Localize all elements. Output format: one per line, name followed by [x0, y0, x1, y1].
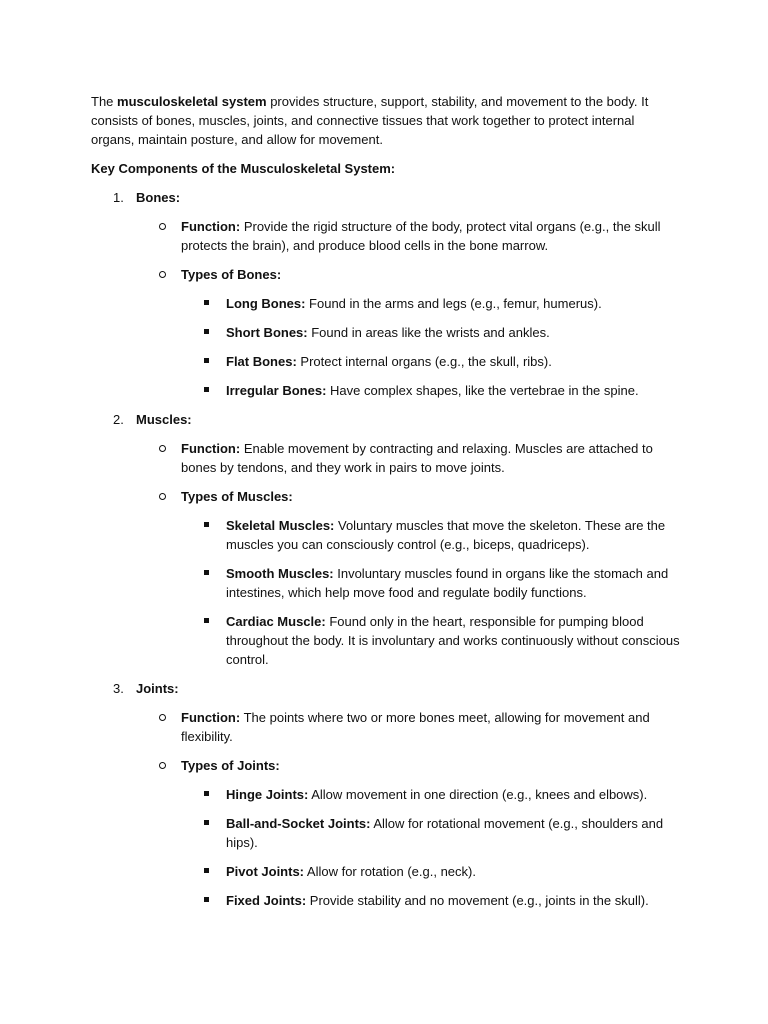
- list-item: [181, 612, 681, 669]
- square-bullet-icon: [204, 300, 209, 305]
- list-number: 3.: [113, 681, 124, 696]
- type-text: Found only in the heart, responsible for pumping blood throughout the body. It is involuntary and works continuously without conscious control.: [226, 614, 680, 667]
- joints-types-list: [181, 785, 681, 910]
- square-bullet-icon: [204, 820, 209, 825]
- type-label: Long Bones:: [226, 296, 306, 311]
- type-label: Irregular Bones:: [226, 383, 327, 398]
- type-text: Provide stability and no movement (e.g., joints in the skull).: [306, 893, 649, 908]
- type-text: Allow movement in one direction (e.g., knees and elbows).: [308, 787, 648, 802]
- type-label: Hinge Joints:: [226, 787, 309, 802]
- circle-bullet-icon: [159, 271, 166, 278]
- intro-pre: The: [91, 94, 118, 109]
- function-description: Enable movement by contracting and relaxing. Muscles are attached to bones by tendons, and they work in pairs to move joints.: [181, 441, 653, 475]
- muscles-sublist: [136, 439, 681, 669]
- section-title-bones: Bones:: [136, 190, 181, 205]
- square-bullet-icon: [204, 897, 209, 902]
- function-label: Function:: [181, 441, 241, 456]
- function-description: The points where two or more bones meet, allowing for movement and flexibility.: [181, 710, 650, 744]
- bones-types: [136, 265, 681, 400]
- list-item-joints: [91, 679, 681, 910]
- type-text: Allow for rotation (e.g., neck).: [304, 864, 476, 879]
- type-label: Ball-and-Socket Joints:: [226, 816, 371, 831]
- circle-bullet-icon: [159, 714, 166, 721]
- list-item: [181, 814, 681, 852]
- document-body: [91, 92, 681, 920]
- list-item: [181, 564, 681, 602]
- type-label: Short Bones:: [226, 325, 308, 340]
- square-bullet-icon: [204, 358, 209, 363]
- type-label: Fixed Joints:: [226, 893, 307, 908]
- type-label: Pivot Joints:: [226, 864, 305, 879]
- list-item-bones: [91, 188, 681, 400]
- type-text: Found in the arms and legs (e.g., femur, humerus).: [305, 296, 602, 311]
- bones-sublist: [136, 217, 681, 400]
- intro-paragraph: [91, 92, 681, 149]
- type-label: Smooth Muscles:: [226, 566, 334, 581]
- circle-bullet-icon: [159, 223, 166, 230]
- square-bullet-icon: [204, 522, 209, 527]
- function-label: Function:: [181, 710, 241, 725]
- section-title-muscles: Muscles:: [136, 412, 192, 427]
- intro-term: musculoskeletal system: [117, 94, 267, 109]
- type-text: Allow for rotational movement (e.g., shoulders and hips).: [226, 816, 664, 850]
- square-bullet-icon: [204, 570, 209, 575]
- list-item: [181, 381, 681, 400]
- list-number: 2.: [113, 412, 124, 427]
- list-item: [181, 294, 681, 313]
- type-text: Involuntary muscles found in organs like the stomach and intestines, which help move food and regulate bodily functions.: [226, 566, 669, 600]
- joints-function: [136, 708, 681, 746]
- function-label: Function:: [181, 219, 241, 234]
- type-text: Protect internal organs (e.g., the skull, ribs).: [296, 354, 552, 369]
- muscles-function-text: [181, 439, 681, 477]
- list-item: [181, 891, 681, 910]
- list-item: [181, 862, 681, 881]
- circle-bullet-icon: [159, 762, 166, 769]
- type-text: Have complex shapes, like the vertebrae in the spine.: [326, 383, 639, 398]
- components-list: [91, 188, 681, 910]
- bones-function: [136, 217, 681, 255]
- muscles-types: [136, 487, 681, 669]
- list-item: [181, 323, 681, 342]
- section-heading: Key Components of the Musculoskeletal System:: [91, 161, 396, 176]
- circle-bullet-icon: [159, 445, 166, 452]
- type-label: Skeletal Muscles:: [226, 518, 335, 533]
- joints-function-text: [181, 708, 681, 746]
- types-label: Types of Bones:: [181, 267, 282, 282]
- list-item-muscles: [91, 410, 681, 669]
- circle-bullet-icon: [159, 493, 166, 500]
- function-description: Provide the rigid structure of the body, protect vital organs (e.g., the skull protects the brain), and produce blood cells in the bone marrow.: [181, 219, 661, 253]
- square-bullet-icon: [204, 618, 209, 623]
- muscles-function: [136, 439, 681, 477]
- type-text: Voluntary muscles that move the skeleton. These are the muscles you can consciously control (e.g., biceps, quadriceps).: [226, 518, 666, 552]
- joints-sublist: [136, 708, 681, 910]
- type-label: Flat Bones:: [226, 354, 297, 369]
- list-item: [181, 516, 681, 554]
- bones-types-list: [181, 294, 681, 400]
- joints-types: [136, 756, 681, 910]
- types-label: Types of Joints:: [181, 758, 280, 773]
- section-title-joints: Joints:: [136, 681, 179, 696]
- types-label: Types of Muscles:: [181, 489, 293, 504]
- list-number: 1.: [113, 190, 124, 205]
- list-item: [181, 352, 681, 371]
- muscles-types-list: [181, 516, 681, 669]
- square-bullet-icon: [204, 387, 209, 392]
- type-label: Cardiac Muscle:: [226, 614, 326, 629]
- type-text: Found in areas like the wrists and ankles.: [307, 325, 550, 340]
- intro-post: provides structure, support, stability, and movement to the body. It consists of bones, muscles, joints, and connective tissues that work together to protect internal organs, maintain posture, and allow for movement.: [91, 94, 649, 147]
- square-bullet-icon: [204, 329, 209, 334]
- bones-function-text: [181, 217, 681, 255]
- list-item: [181, 785, 681, 804]
- square-bullet-icon: [204, 868, 209, 873]
- square-bullet-icon: [204, 791, 209, 796]
